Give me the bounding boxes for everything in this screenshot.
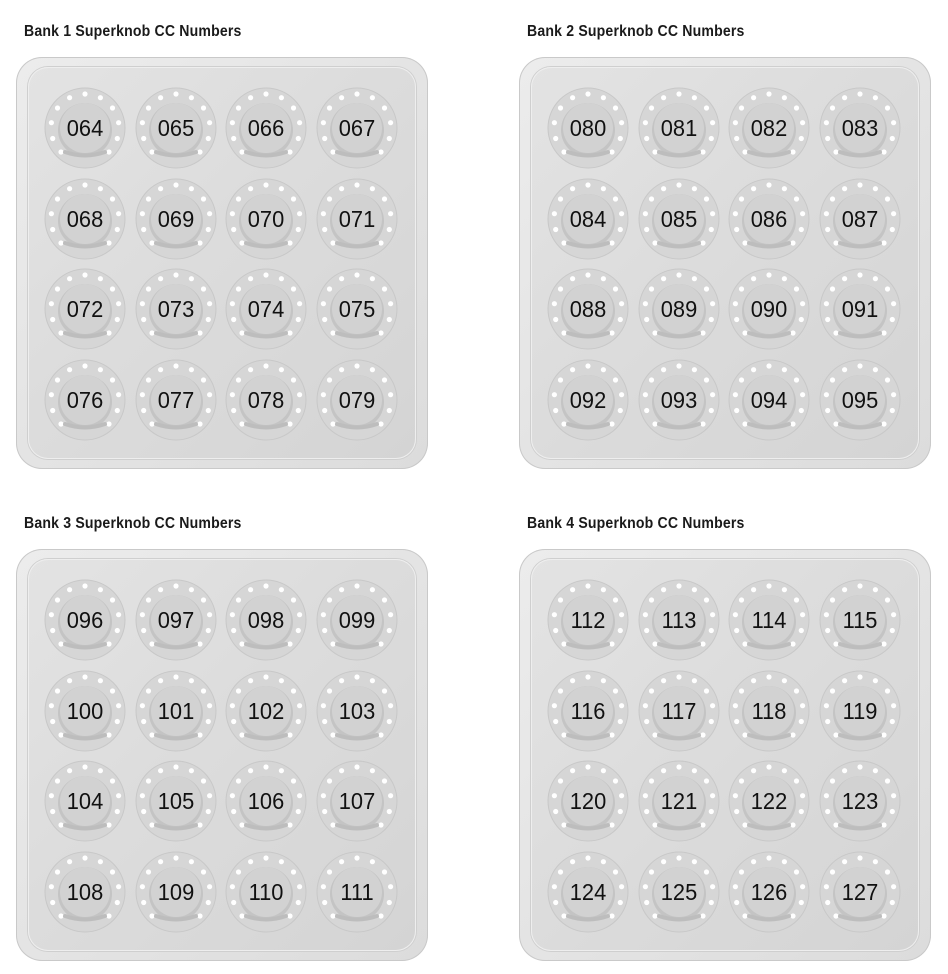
cc-number-label: 103 xyxy=(338,697,375,724)
superknob[interactable] xyxy=(135,178,217,260)
superknob[interactable] xyxy=(225,87,307,169)
superknob[interactable] xyxy=(547,579,629,661)
cc-number-label: 090 xyxy=(750,296,788,322)
superknob[interactable] xyxy=(225,178,307,260)
superknob[interactable] xyxy=(135,359,217,441)
superknob[interactable] xyxy=(316,579,398,661)
cc-number-label: 072 xyxy=(66,296,104,322)
superknob[interactable] xyxy=(728,579,810,661)
superknob[interactable] xyxy=(135,670,217,752)
knob-panel xyxy=(519,57,931,469)
cc-number-label: 066 xyxy=(247,115,285,141)
cc-number-label: 080 xyxy=(569,115,607,141)
cc-number-label: 091 xyxy=(841,296,878,322)
cc-number-label: 073 xyxy=(157,296,194,322)
cc-number-label: 123 xyxy=(841,788,878,814)
cc-number-label: 097 xyxy=(157,607,194,633)
superknob[interactable] xyxy=(547,670,629,752)
superknob[interactable] xyxy=(638,851,720,933)
cc-number-label: 095 xyxy=(841,386,878,413)
bank-2-section xyxy=(519,23,931,469)
superknob[interactable] xyxy=(638,359,720,441)
superknob[interactable] xyxy=(728,359,810,441)
cc-number-label: 126 xyxy=(750,878,788,905)
cc-number-label: 127 xyxy=(841,878,878,905)
superknob[interactable] xyxy=(225,359,307,441)
cc-number-label: 071 xyxy=(338,205,375,232)
bank-title: Bank 3 Superknob CC Numbers xyxy=(24,515,242,532)
cc-number-label: 089 xyxy=(660,296,697,322)
cc-number-label: 084 xyxy=(569,205,607,232)
superknob[interactable] xyxy=(728,87,810,169)
superknob[interactable] xyxy=(547,87,629,169)
cc-number-label: 088 xyxy=(569,296,607,322)
cc-number-label: 107 xyxy=(338,788,375,814)
cc-number-label: 113 xyxy=(661,607,696,633)
superknob[interactable] xyxy=(225,851,307,933)
superknob[interactable] xyxy=(819,760,901,842)
superknob[interactable] xyxy=(44,87,126,169)
superknob[interactable] xyxy=(316,268,398,350)
cc-number-label: 087 xyxy=(841,205,878,232)
superknob[interactable] xyxy=(547,359,629,441)
cc-number-label: 112 xyxy=(570,607,606,633)
superknob[interactable] xyxy=(819,268,901,350)
cc-number-label: 102 xyxy=(247,697,285,724)
cc-number-label: 075 xyxy=(338,296,375,322)
cc-number-label: 118 xyxy=(751,697,787,724)
superknob[interactable] xyxy=(819,87,901,169)
cc-number-label: 117 xyxy=(661,697,696,724)
cc-number-label: 082 xyxy=(750,115,788,141)
bank-1-section xyxy=(16,23,428,469)
cc-number-label: 106 xyxy=(247,788,285,814)
cc-number-label: 122 xyxy=(750,788,788,814)
superknob[interactable] xyxy=(547,178,629,260)
cc-number-label: 081 xyxy=(660,115,697,141)
superknob[interactable] xyxy=(225,579,307,661)
superknob[interactable] xyxy=(638,670,720,752)
superknob[interactable] xyxy=(44,851,126,933)
cc-number-label: 115 xyxy=(842,607,877,633)
superknob[interactable] xyxy=(44,579,126,661)
superknob[interactable] xyxy=(316,359,398,441)
knob-panel xyxy=(16,549,428,961)
cc-number-label: 094 xyxy=(750,386,788,413)
superknob[interactable] xyxy=(728,851,810,933)
superknob[interactable] xyxy=(819,851,901,933)
superknob[interactable] xyxy=(819,579,901,661)
cc-number-label: 105 xyxy=(157,788,194,814)
superknob[interactable] xyxy=(638,178,720,260)
superknob[interactable] xyxy=(728,670,810,752)
cc-number-label: 110 xyxy=(248,878,284,905)
cc-number-label: 099 xyxy=(338,607,375,633)
superknob[interactable] xyxy=(225,268,307,350)
superknob[interactable] xyxy=(547,760,629,842)
bank-title: Bank 2 Superknob CC Numbers xyxy=(527,23,745,40)
cc-number-label: 124 xyxy=(569,878,607,905)
cc-number-label: 074 xyxy=(247,296,285,322)
cc-number-label: 119 xyxy=(842,697,877,724)
superknob[interactable] xyxy=(728,178,810,260)
superknob[interactable] xyxy=(316,851,398,933)
bank-4-section xyxy=(519,515,931,961)
cc-number-label: 125 xyxy=(660,878,697,905)
superknob[interactable] xyxy=(638,268,720,350)
cc-number-label: 085 xyxy=(660,205,697,232)
cc-number-label: 104 xyxy=(66,788,104,814)
cc-number-label: 069 xyxy=(157,205,194,232)
cc-number-label: 070 xyxy=(247,205,285,232)
cc-number-label: 098 xyxy=(247,607,285,633)
cc-number-label: 065 xyxy=(157,115,194,141)
bank-title: Bank 1 Superknob CC Numbers xyxy=(24,23,242,40)
cc-number-label: 109 xyxy=(157,878,194,905)
cc-number-label: 108 xyxy=(66,878,104,905)
cc-number-label: 076 xyxy=(66,386,104,413)
cc-number-label: 116 xyxy=(570,697,606,724)
knob-panel xyxy=(16,57,428,469)
superknob[interactable] xyxy=(638,579,720,661)
cc-number-label: 068 xyxy=(66,205,104,232)
superknob[interactable] xyxy=(44,760,126,842)
superknob[interactable] xyxy=(547,851,629,933)
cc-number-label: 079 xyxy=(338,386,375,413)
cc-number-label: 101 xyxy=(157,697,194,724)
superknob[interactable] xyxy=(225,670,307,752)
superknob[interactable] xyxy=(44,268,126,350)
superknob[interactable] xyxy=(819,670,901,752)
superknob[interactable] xyxy=(728,268,810,350)
superknob[interactable] xyxy=(819,178,901,260)
superknob[interactable] xyxy=(638,760,720,842)
superknob[interactable] xyxy=(135,851,217,933)
superknob[interactable] xyxy=(547,268,629,350)
cc-number-label: 064 xyxy=(66,115,104,141)
bank-title: Bank 4 Superknob CC Numbers xyxy=(527,515,745,532)
cc-number-label: 078 xyxy=(247,386,285,413)
cc-number-label: 092 xyxy=(569,386,607,413)
superknob[interactable] xyxy=(819,359,901,441)
superknob[interactable] xyxy=(135,579,217,661)
cc-number-label: 077 xyxy=(157,386,194,413)
superknob[interactable] xyxy=(316,87,398,169)
superknob[interactable] xyxy=(728,760,810,842)
superknob[interactable] xyxy=(135,760,217,842)
cc-number-label: 111 xyxy=(339,878,374,905)
superknob[interactable] xyxy=(316,670,398,752)
superknob[interactable] xyxy=(44,670,126,752)
cc-number-label: 086 xyxy=(750,205,788,232)
superknob[interactable] xyxy=(135,268,217,350)
cc-number-label: 067 xyxy=(338,115,375,141)
bank-3-section xyxy=(16,515,428,961)
cc-number-label: 083 xyxy=(841,115,878,141)
cc-number-label: 120 xyxy=(569,788,607,814)
superknob[interactable] xyxy=(44,178,126,260)
cc-number-label: 093 xyxy=(660,386,697,413)
cc-number-label: 100 xyxy=(66,697,104,724)
superknob[interactable] xyxy=(638,87,720,169)
superknob[interactable] xyxy=(316,760,398,842)
superknob[interactable] xyxy=(316,178,398,260)
superknob[interactable] xyxy=(225,760,307,842)
superknob[interactable] xyxy=(135,87,217,169)
superknob[interactable] xyxy=(44,359,126,441)
cc-number-label: 096 xyxy=(66,607,104,633)
cc-number-label: 114 xyxy=(751,607,787,633)
cc-number-label: 121 xyxy=(660,788,697,814)
knob-panel xyxy=(519,549,931,961)
